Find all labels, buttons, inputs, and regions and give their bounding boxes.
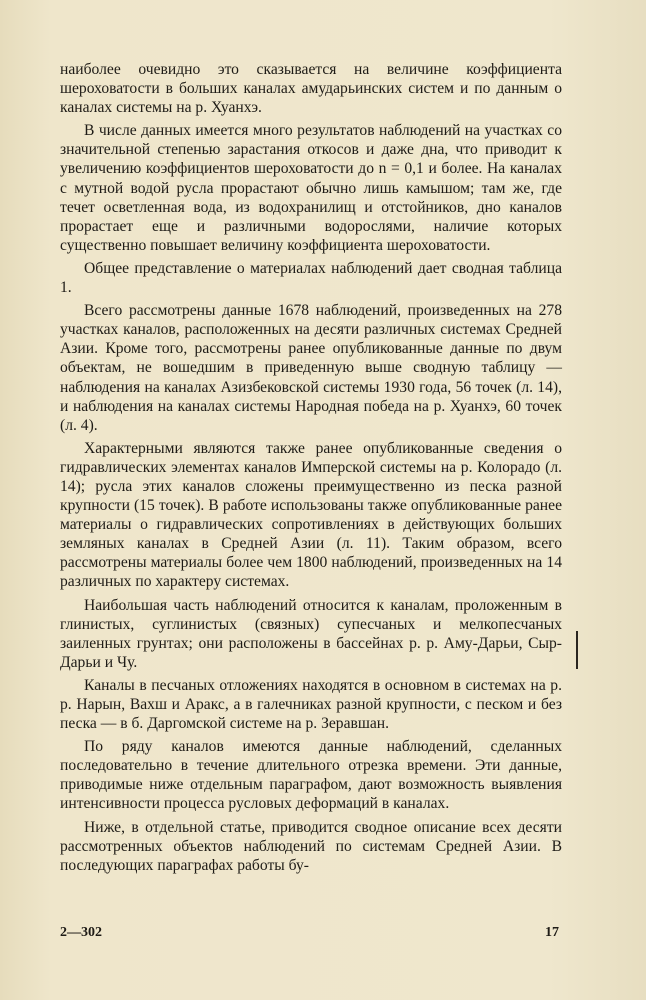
paragraph: Всего рассмотрены данные 1678 наблюдений, произведенных на 278 участках каналов, расположенных на десяти различных системах Средней Азии. Кроме того, рассмотрены ранее опубликованные данные по двум объектам, не вошедшим в приведенную выше сводную таблицу — наблюдения на каналах Азизбековской системы 1930 года, 56 точек (л. 14), и наблюдения на каналах системы Народная победа на р. Хуанхэ, 60 точек (л. 4). (60, 302, 562, 434)
paragraph: В числе данных имеется много результатов наблюдений на участках со значительной степенью зарастания откосов и даже дна, что приводит к увеличению коэффициентов шероховатости до n = 0,1 и более. На каналах с мутной водой русла прорастают обычно лишь камышом; там же, где течет осветленная вода, из водохранилищ и отстойников, дно каналов прорастает еще и различными водорослями, наличие которых существенно повышает величину коэффициента шероховатости. (60, 122, 562, 254)
page-number: 17 (545, 925, 559, 940)
paragraph: Наибольшая часть наблюдений относится к каналам, проложенным в глинистых, суглинистых (связных) супесчаных и мелкопесчаных заиленных грунтах; они расположены в бассейнах р. р. Аму-Дарьи, Сыр-Дарьи и Чу. (60, 596, 562, 671)
paragraph: Каналы в песчаных отложениях находятся в основном в системах на р. р. Нарын, Вахш и Аракс, а в галечниках разной крупности, с песком и без песка — в б. Даргомской системе на р. Зеравшан. (60, 676, 562, 733)
paragraph: По ряду каналов имеются данные наблюдений, сделанных последовательно в течение длительного отрезка времени. Эти данные, приводимые ниже отдельным параграфом, дают возможность выявления интенсивности процесса русловых деформаций в каналах. (60, 738, 562, 813)
paragraph: наиболее очевидно это сказывается на величине коэффициента шероховатости в больших каналах амударьинских систем и по данным о каналах системы на р. Хуанхэ. (60, 61, 562, 117)
paragraph: Ниже, в отдельной статье, приводится сводное описание всех десяти рассмотренных объектов наблюдений по системам Средней Азии. В последующих параграфах работы бу- (60, 818, 562, 874)
body-text (60, 60, 562, 879)
paragraph: Характерными являются также ранее опубликованные сведения о гидравлических элементах каналов Имперской системы на р. Колорадо (л. 14); русла этих каналов сложены преимущественно из песка разной крупности (15 точек). В работе использованы также опубликованные ранее материалы о гидравлических сопротивлениях в действующих больших земляных каналах в Средней Азии (л. 11). Таким образом, всего рассмотрены материалы более чем 1800 наблюдений, произведенных на 14 различных по характеру системах. (60, 439, 562, 591)
paragraph: Общее представление о материалах наблюдений дает сводная таблица 1. (60, 259, 562, 297)
printer-signature: 2—302 (60, 925, 102, 940)
margin-mark (576, 631, 578, 669)
